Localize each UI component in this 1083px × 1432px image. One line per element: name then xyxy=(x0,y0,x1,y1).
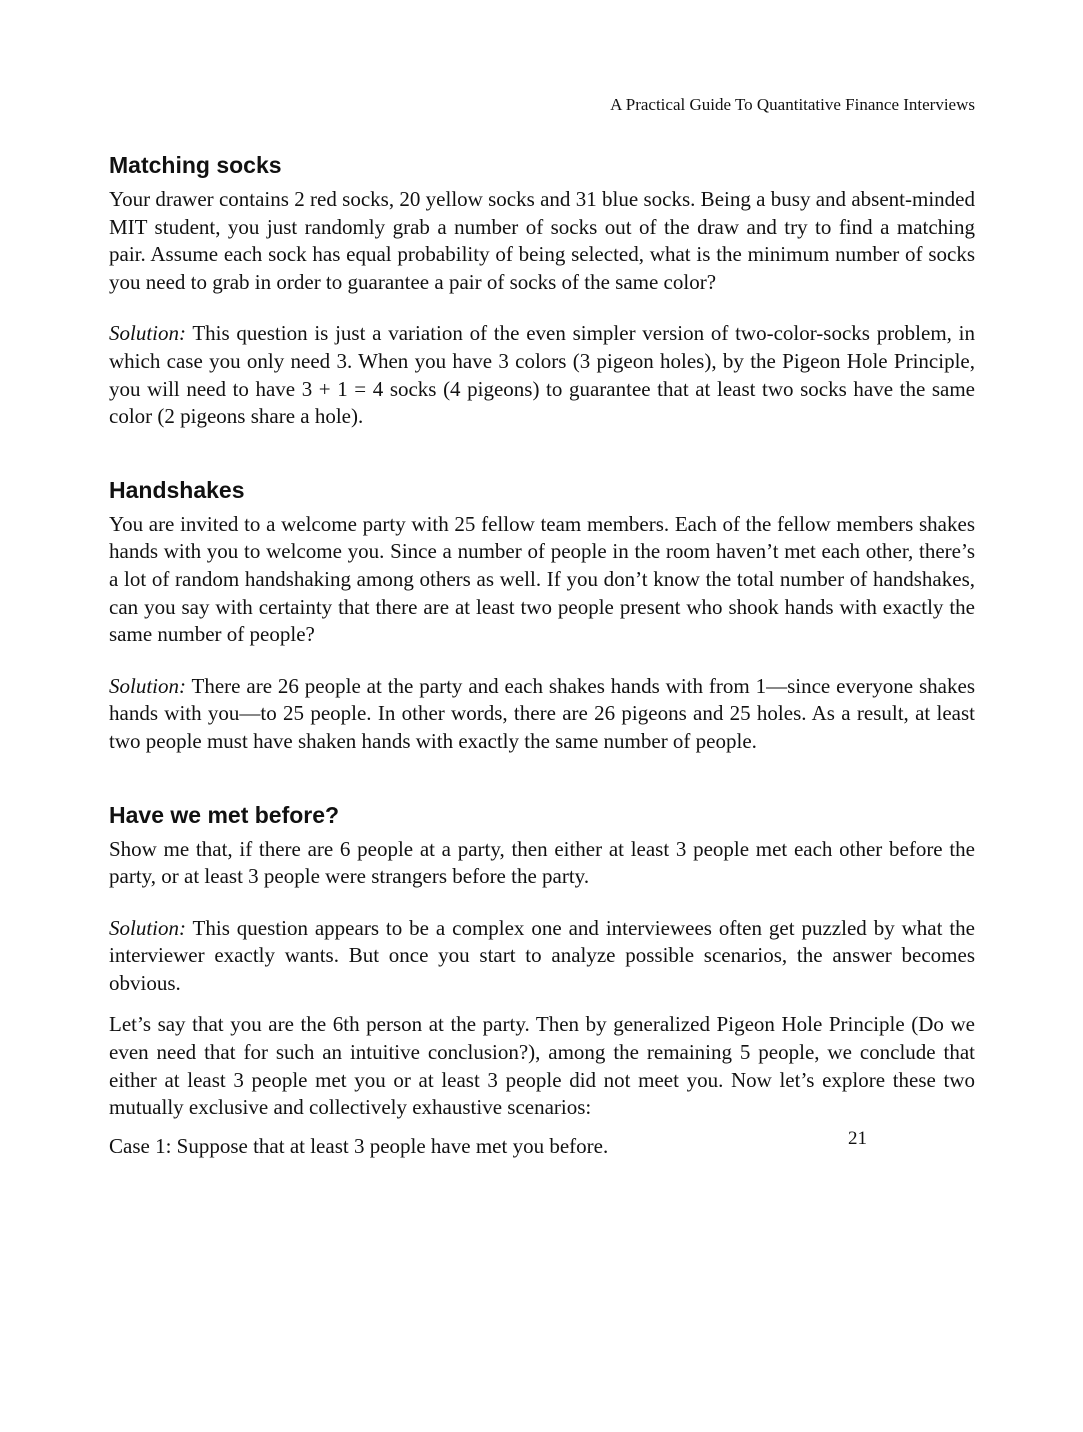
solution-text: This question appears to be a complex one and interviewees often get puzzled by what the interviewer exactly wants. But once you start to analyze possible scenarios, the answer becomes obvious. xyxy=(109,915,975,995)
question-paragraph: You are invited to a welcome party with 25 fellow team members. Each of the fellow members shakes hands with you to welcome you. Since a number of people in the room haven’t met each other, there’s a lot of random handshaking among others as well. If you don’t know the total number of handshakes, can you say with certainty that there are at least two people present who shook hands with exactly the same number of people? xyxy=(109,511,975,647)
question-paragraph: Show me that, if there are 6 people at a party, then either at least 3 people met each other before the party, or at least 3 people were strangers before the party. xyxy=(109,836,975,889)
page-content xyxy=(109,150,975,1160)
solution-label: Solution: xyxy=(109,673,186,698)
case-1-paragraph: Case 1: Suppose that at least 3 people have met you before. xyxy=(109,1133,609,1158)
section-matching-socks xyxy=(109,150,975,431)
section-have-we-met xyxy=(109,800,975,1161)
question-paragraph: Your drawer contains 2 red socks, 20 yellow socks and 31 blue socks. Being a busy and absent-minded MIT student, you just randomly grab a number of socks out of the draw and try to find a matching pair. Assume each sock has equal probability of being selected, what is the minimum number of socks you need to grab in order to guarantee a pair of socks of the same color? xyxy=(109,187,975,294)
section-title-matching-socks: Matching socks xyxy=(109,152,282,178)
running-header: A Practical Guide To Quantitative Finance Interviews xyxy=(610,95,975,114)
solution-paragraph xyxy=(109,320,975,430)
section-title-have-we-met: Have we met before? xyxy=(109,801,340,828)
solution-text: There are 26 people at the party and each shakes hands with from 1—since everyone shakes hands with you—to 25 people. In other words, there are 26 pigeons and 25 holes. As a result, at least two people must have shaken hands with exactly the same number of people. xyxy=(109,673,975,753)
solution-text: This question is just a variation of the even simpler version of two-color-socks problem, in which case you only need 3. When you have 3 colors (3 pigeon holes), by the Pigeon Hole Principle, you will need to have 3 + 1 = 4 socks (4 pigeons) to guarantee that at least two socks have the same color (2 pigeons share a hole). xyxy=(109,321,975,429)
solution-label: Solution: xyxy=(109,915,186,940)
solution-label: Solution: xyxy=(109,321,186,346)
page-number: 21 xyxy=(848,1128,867,1149)
solution-paragraph xyxy=(109,915,975,998)
section-handshakes xyxy=(109,475,975,756)
section-title-handshakes: Handshakes xyxy=(109,476,245,503)
body-paragraph: Let’s say that you are the 6th person at the party. Then by generalized Pigeon Hole Principle (Do we even need that for such an intuitive conclusion?), among the remaining 5 people, we conclude that either at least 3 people met you or at least 3 people did not meet you. Now let’s explore these two mutually exclusive and collectively exhaustive scenarios: xyxy=(109,1012,975,1120)
solution-paragraph xyxy=(109,673,975,756)
